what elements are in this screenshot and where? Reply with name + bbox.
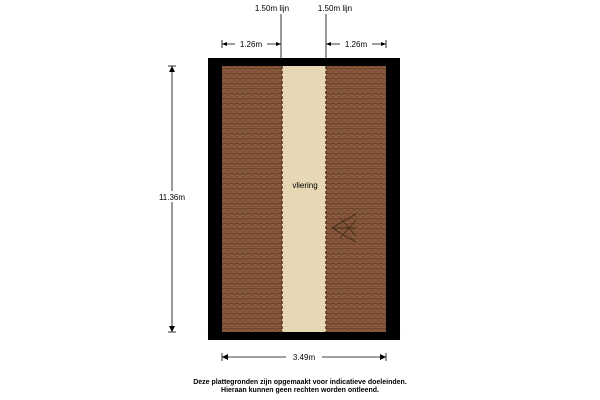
dim-label-left: 1.26m	[239, 40, 263, 49]
line-label-right: 1.50m lijn	[317, 4, 353, 13]
room-label: vliering	[292, 181, 318, 190]
disclaimer-line-2: Hieraan kunnen geen rechten worden ontleend.	[221, 387, 379, 394]
dim-label-width: 3.49m	[292, 353, 316, 362]
dim-label-height: 11.36m	[158, 193, 186, 202]
line-label-left: 1.50m lijn	[254, 4, 290, 13]
dim-label-right: 1.26m	[344, 40, 368, 49]
roof-slope-right	[326, 66, 386, 332]
floor-area	[282, 66, 326, 332]
roof-slope-left	[222, 66, 282, 332]
disclaimer-line-1: Deze plattegronden zijn opgemaakt voor indicatieve doeleinden.	[193, 379, 407, 386]
